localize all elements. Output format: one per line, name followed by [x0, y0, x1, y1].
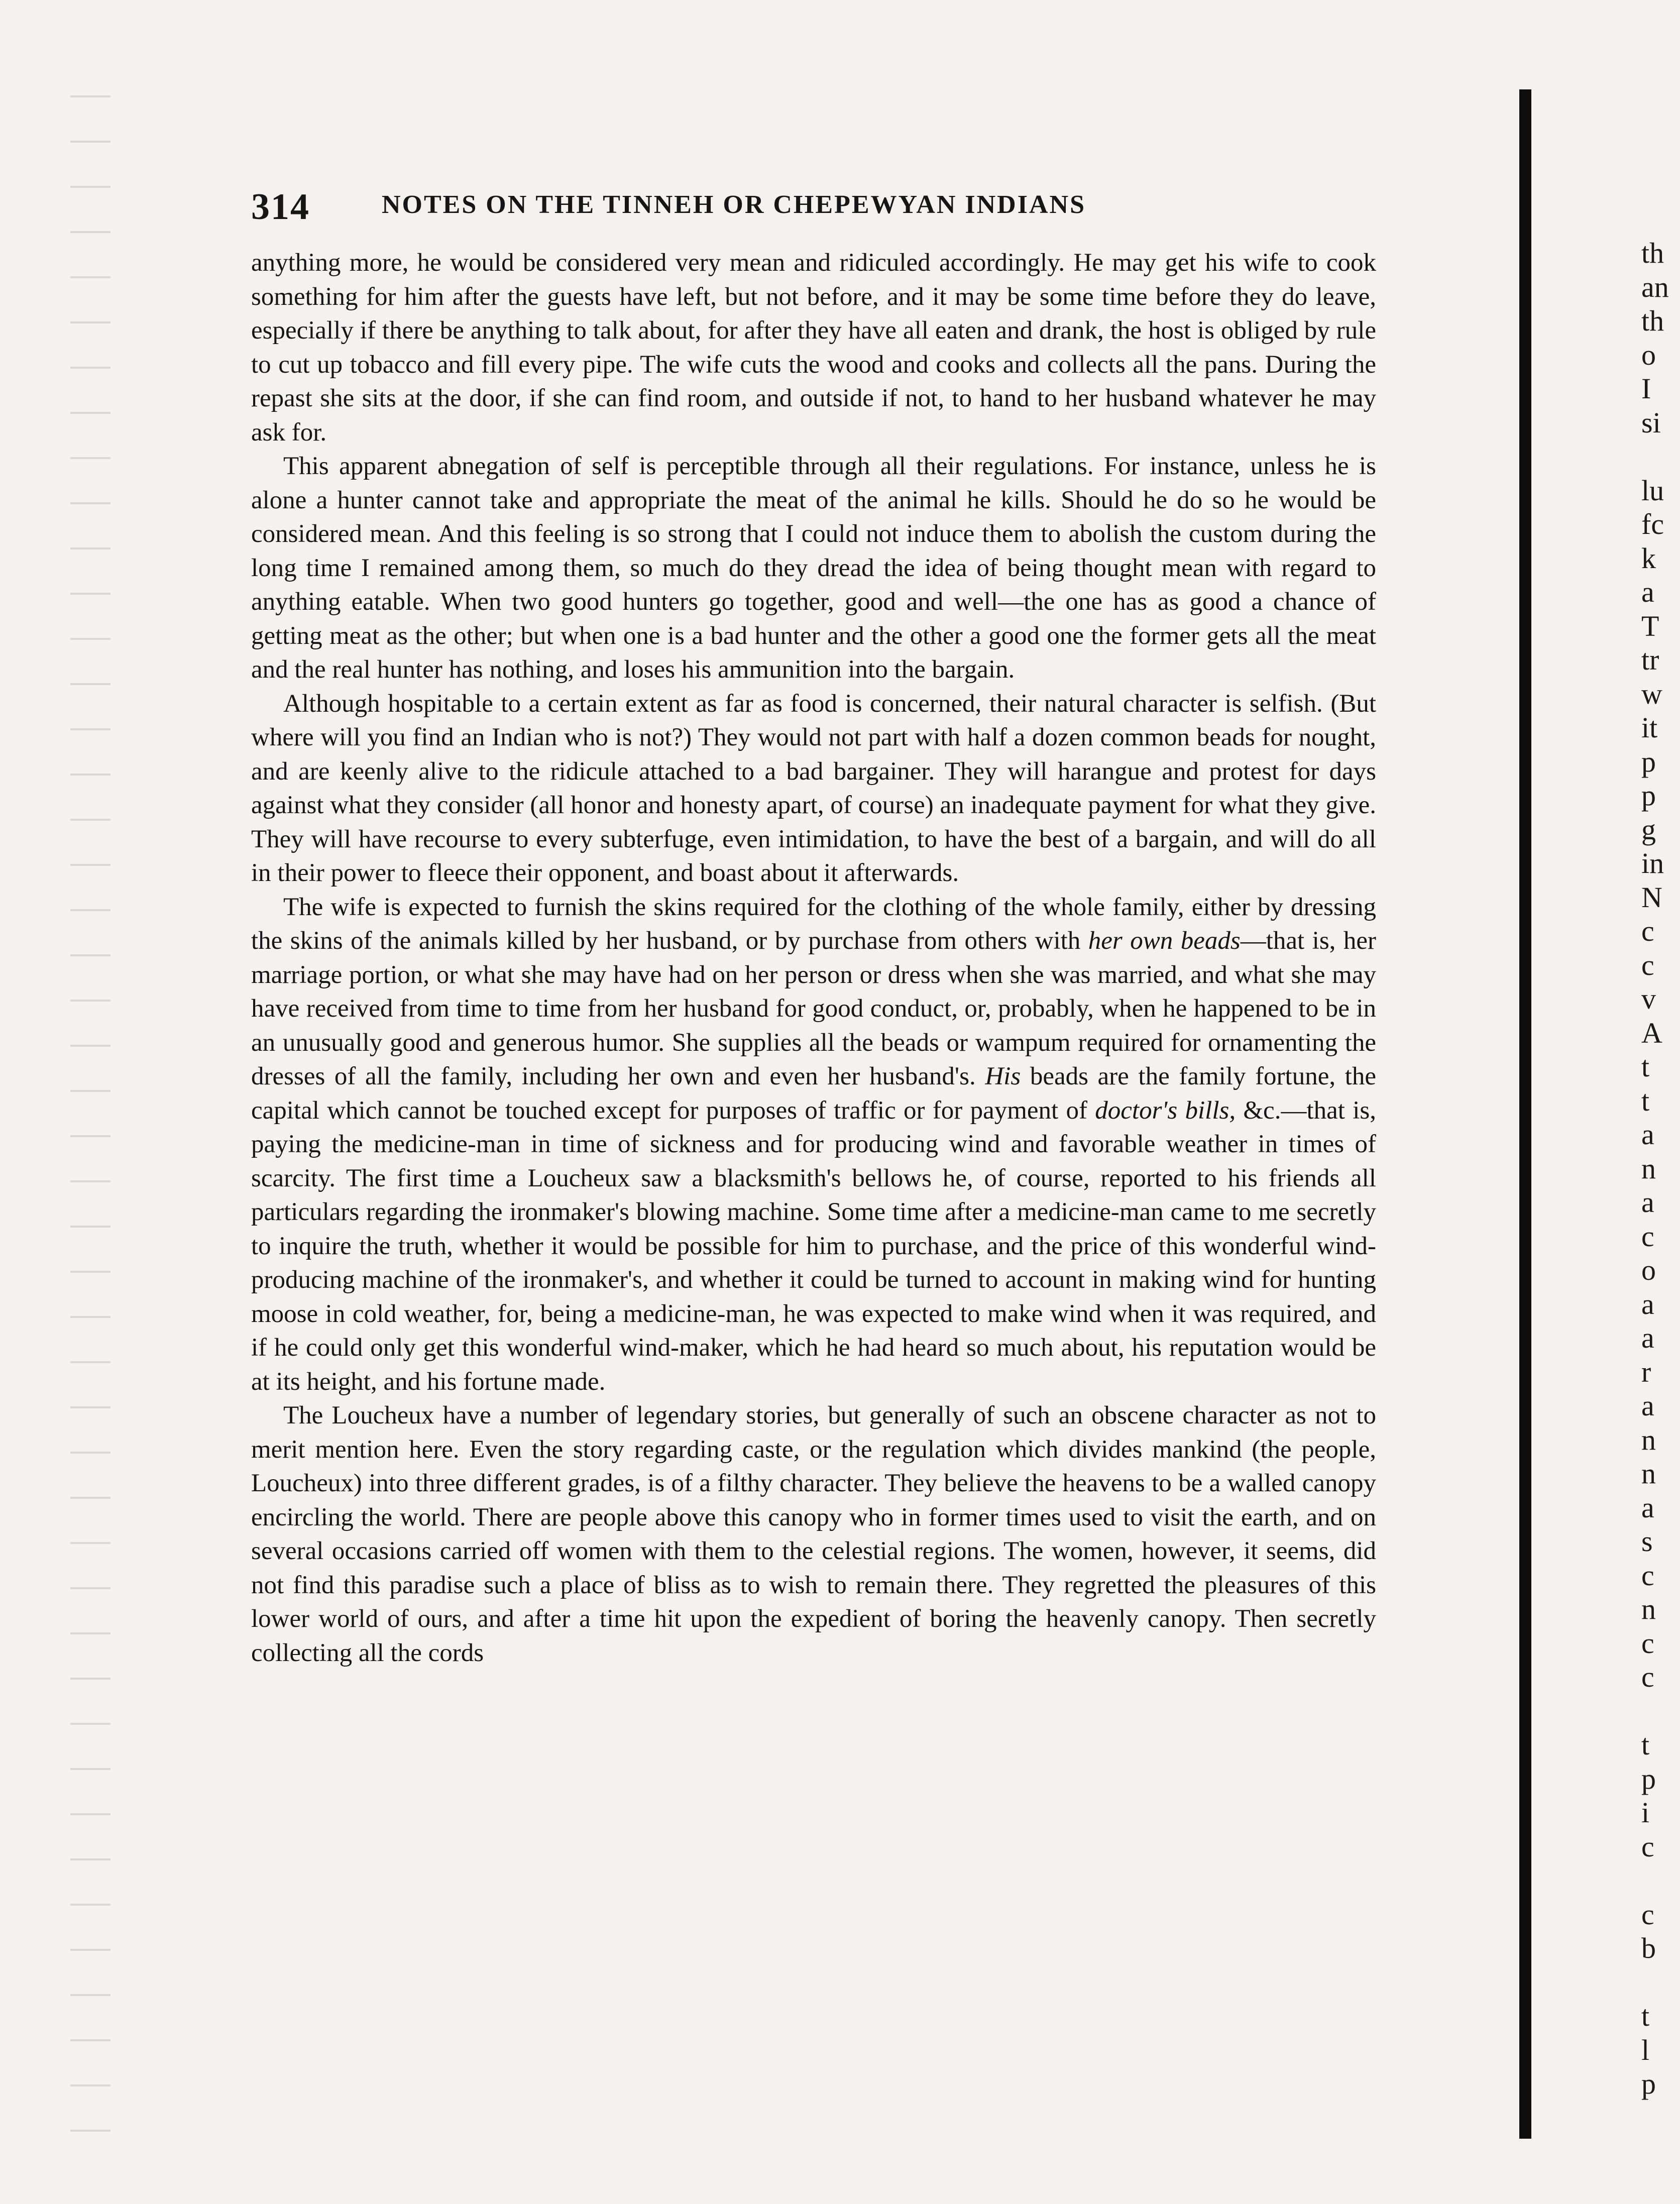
paragraph-4-text: The wife is expected to furnish the skins required for the clothing of the whole family, either by dressing the skins of the animals killed by her husband, or by purchase from others with [251, 893, 1376, 955]
paragraph-5: The Loucheux have a number of legendary stories, but generally of such an obscene character as not to merit mention here. Even the story regarding caste, or the regulation which divides mankind (the people, Loucheux) into three different grades, is of a filthy character. They believe the heavens to be a walled canopy encircling the world. There are people above this canopy who in former times used to visit the earth, and on several occasions carried off women with them to the celestial regions. The women, however, it seems, did not find this paradise such a place of bliss as to wish to remain there. They regretted the pleasures of this lower world of ours, and after a time hit upon the expedient of boring the heavenly canopy. Then secretly collecting all the cords [251, 1401, 1376, 1667]
paragraph-4-text: —that is, her marriage portion, or what she may have had on her person or dress when she was married, and what she may have received from time to time from her husband for good conduct, or, probably, when he happened to be in an unusually good and generous humor. She supplies all the beads or wampum required for ornamenting the dresses of all the family, including her own and even her husband's. [251, 927, 1377, 1090]
paragraph-1: anything more, he would be considered very mean and ridiculed accordingly. He may get his wife to cook something for him after the guests have left, but not before, and it may be some time before they do leave, especially if there be anything to talk about, for after they have all eaten and drank, the host is obliged by rule to cut up tobacco and fill every pipe. The wife cuts the wood and cooks and collects all the pans. During the repast she sits at the door, if she can find room, and outside if not, to hand to her husband whatever he may ask for. [251, 249, 1376, 447]
facing-page-fragments: th an th o I si lu fc k a T tr w it p p g in N c c v A t t a n a c o a a r a n n a s c n c c t p i c c b t l p [1641, 237, 1669, 2100]
paragraph-4-text: &c.—that is, paying the medicine-man in time of sickness and for producing wind and favorable weather in times of scarcity. The first time a Loucheux saw a blacksmith's bellows he, of course, reported to his friends all particulars regarding the ironmaker's blowing machine. Some time after a medicine-man came to me secretly to inquire the truth, whether it would be possible for him to purchase, and the price of this wonderful wind-producing machine of the ironmaker's, and whether it could be turned to account in making wind for hunting moose in cold weather, for, being a medicine-man, he was expected to make wind when it was required, and if he could only get this wonderful wind-maker, which he had heard so much about, his reputation would be at its height, and his fortune made. [251, 1096, 1376, 1396]
running-head [251, 171, 1376, 231]
italic-his: His [985, 1062, 1021, 1090]
body-text [251, 246, 1376, 1670]
paragraph-4-text: beads are the family fortune, the capital which cannot be touched except for purposes of traffic or for payment of [251, 1062, 1376, 1125]
paragraph-4 [251, 891, 1376, 1399]
italic-doctors-bills: doctor's bills, [1095, 1096, 1236, 1125]
book-page [251, 171, 1376, 1670]
paragraph-3: Although hospitable to a certain extent as far as food is concerned, their natural character is selfish. (But where will you find an Indian who is not?) They would not part with half a dozen common beads for nought, and are keenly alive to the ridicule attached to a bad bargainer. They will harangue and protest for days against what they consider (all honor and honesty apart, of course) an inadequate payment for what they give. They will have recourse to every subterfuge, even intimidation, to have the best of a bargain, and will do all in their power to fleece their opponent, and boast about it afterwards. [251, 689, 1376, 887]
running-head-title: NOTES ON THE TINNEH OR CHEPEWYAN INDIANS [382, 190, 1086, 219]
italic-her-own-beads: her own beads [1088, 927, 1241, 955]
paragraph-2: This apparent abnegation of self is perceptible through all their regulations. For instance, unless he is alone a hunter cannot take and appropriate the meat of the animal he kills. Should he do so he would be considered mean. And this feeling is so strong that I could not induce them to abolish the custom during the long time I remained among them, so much do they dread the idea of being thought mean with regard to anything eatable. When two good hunters go together, good and well—the one has as good a chance of getting meat as the other; but when one is a bad hunter and the other a good one the former gets all the meat and the real hunter has nothing, and loses his ammunition into the bargain. [251, 452, 1376, 684]
gutter-line [1519, 89, 1531, 2139]
page-number: 314 [251, 186, 310, 228]
scan-binding-edge [70, 80, 110, 2140]
